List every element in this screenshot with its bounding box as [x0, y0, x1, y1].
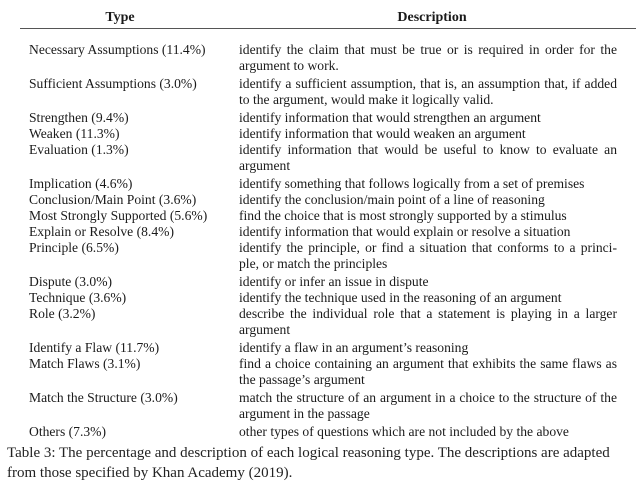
table-row	[20, 42, 636, 74]
row-type: Conclusion/Main Point (3.6%)	[29, 192, 197, 207]
row-description: identify something that follows logically from a set of premises	[239, 176, 585, 191]
row-description: find the choice that is most strongly supported by a stimulus	[239, 208, 567, 223]
table-row	[20, 176, 636, 192]
row-type: Identify a Flaw (11.7%)	[29, 340, 160, 355]
row-type: Role (3.2%)	[29, 306, 96, 321]
row-description: match the structure of an argument in a choice to the structure of the argument in the passage	[239, 390, 617, 421]
row-description: identify information that would strengthen an argument	[239, 110, 541, 125]
row-type: Evaluation (1.3%)	[29, 142, 129, 157]
row-description: identify information that would be useful to know to evaluate an argument	[239, 142, 617, 173]
table-row	[20, 290, 636, 306]
row-type: Strengthen (9.4%)	[29, 110, 129, 125]
row-type: Principle (6.5%)	[29, 240, 119, 255]
row-type: Weaken (11.3%)	[29, 126, 120, 141]
row-description: identify a flaw in an argument’s reasoning	[239, 340, 469, 355]
table-row	[20, 224, 636, 240]
row-description: identify or infer an issue in dispute	[239, 274, 429, 289]
reasoning-types-table	[20, 6, 636, 440]
row-type: Implication (4.6%)	[29, 176, 133, 191]
header-type: Type	[105, 10, 135, 25]
table-row	[20, 208, 636, 224]
table-header	[20, 6, 636, 29]
table-row	[20, 76, 636, 108]
row-description: identify the technique used in the reasoning of an argument	[239, 290, 562, 305]
row-description: identify information that would weaken an argument	[239, 126, 526, 141]
table-row	[20, 306, 636, 338]
table-row	[20, 110, 636, 126]
row-description: find a choice containing an argument that exhibits the same flaws as the passage’s argument	[239, 356, 617, 387]
row-description: identify the principle, or find a situation that conforms to a princi-ple, or match the principles	[239, 240, 617, 271]
table-row	[20, 192, 636, 208]
row-type: Sufficient Assumptions (3.0%)	[29, 76, 197, 91]
table-row	[20, 126, 636, 142]
row-description: identify the conclusion/main point of a line of reasoning	[239, 192, 545, 207]
row-type: Match the Structure (3.0%)	[29, 390, 178, 405]
table-row	[20, 142, 636, 174]
row-description: identify the claim that must be true or is required in order for the argument to work.	[239, 42, 617, 73]
table-row	[20, 390, 636, 422]
table-body	[20, 42, 636, 440]
table-caption: Table 3: The percentage and description of each logical reasoning type. The descriptions are adapted from those specified by Khan Academy (2019).	[7, 445, 610, 481]
row-type: Explain or Resolve (8.4%)	[29, 224, 174, 239]
row-type: Necessary Assumptions (11.4%)	[29, 42, 206, 57]
table-row	[20, 274, 636, 290]
table-row	[20, 356, 636, 388]
row-type: Most Strongly Supported (5.6%)	[29, 208, 208, 223]
table-row	[20, 340, 636, 356]
row-description: other types of questions which are not included by the above	[239, 424, 569, 439]
row-description: describe the individual role that a statement is playing in a larger argument	[239, 306, 617, 337]
header-description: Description	[397, 10, 467, 25]
row-type: Others (7.3%)	[29, 424, 107, 439]
table-row	[20, 424, 636, 440]
row-description: identify information that would explain or resolve a situation	[239, 224, 571, 239]
row-description: identify a sufficient assumption, that is, an assumption that, if added to the argument, would make it logically valid.	[239, 76, 617, 107]
row-type: Technique (3.6%)	[29, 290, 127, 305]
table-row	[20, 240, 636, 272]
row-type: Dispute (3.0%)	[29, 274, 113, 289]
row-type: Match Flaws (3.1%)	[29, 356, 141, 371]
